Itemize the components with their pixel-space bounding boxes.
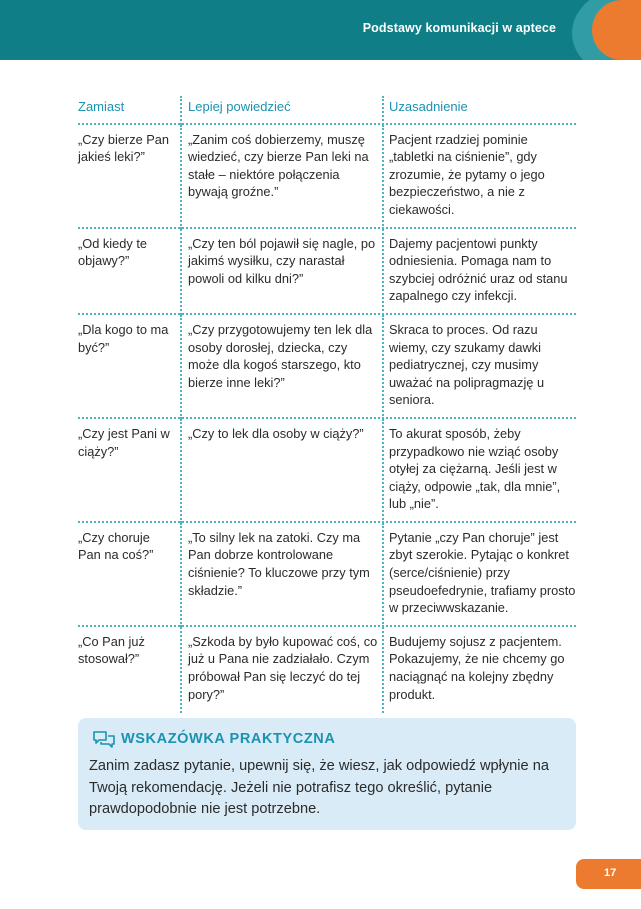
table-row [78,419,576,523]
page-number: 17 [604,867,617,879]
table-row [78,627,576,713]
cell-better: „Zanim coś dobierzemy, muszę wiedzieć, czy bierze Pan leki na stałe – niektóre połączenia bywają groźne.” [180,125,382,229]
speech-bubbles-icon [92,730,116,748]
header-title: Podstawy komunikacji w aptece [362,21,556,35]
practical-tip-box [78,718,576,830]
cell-instead: „Dla kogo to ma być?” [78,321,169,355]
table-row [78,315,576,419]
tip-title: WSKAZÓWKA PRAKTYCZNA [121,731,336,747]
table-header-row [78,96,576,125]
cell-better: „Czy przygotowujemy ten lek dla osoby dorosłej, dziecka, czy może dla kogoś starszego, kto bierze inne leki?” [180,315,382,419]
page-number-badge [576,859,641,889]
cell-instead: „Czy bierze Pan jakieś leki?” [78,131,170,165]
cell-reason: To akurat sposób, żeby przypadkowo nie wziąć osoby otyłej za ciężarną. Jeśli jest w ciąży, odpowie „tak, dla mnie”, lub „nie”. [382,419,576,523]
column-header-instead: Zamiast [78,99,125,114]
page-header [0,0,641,60]
table-row [78,125,576,229]
column-header-reason: Uzasadnienie [382,96,576,125]
cell-reason: Dajemy pacjentowi punkty odniesienia. Pomaga nam to szybciej odróżnić uraz od stanu zapalnego czy infekcji. [382,229,576,315]
table-row [78,523,576,627]
tip-heading [92,730,335,748]
comparison-table [78,96,576,713]
cell-better: „Czy to lek dla osoby w ciąży?” [180,419,382,523]
cell-reason: Pacjent rzadziej pominie „tabletki na ciśnienie”, gdy zrozumie, że pytamy o jego bezpieczeństwo, a nie z ciekawości. [382,125,576,229]
cell-reason: Skraca to proces. Od razu wiemy, czy szukamy dawki pediatrycznej, czy musimy uważać na polipragmazję u seniora. [382,315,576,419]
cell-better: „Czy ten ból pojawił się nagle, po jakimś wysiłku, czy narastał powoli od kilku dni?” [180,229,382,315]
cell-better: „To silny lek na zatoki. Czy ma Pan dobrze kontrolowane ciśnienie? To kluczowe przy tym składzie.” [180,523,382,627]
cell-better: „Szkoda by było kupować coś, co już u Pana nie zadziałało. Czym próbował Pan się leczyć do tej pory?” [180,627,382,713]
table-row [78,229,576,315]
cell-instead: „Co Pan już stosował?” [78,633,145,667]
cell-instead: „Czy jest Pani w ciąży?” [78,425,170,459]
cell-instead: „Od kiedy te objawy?” [78,235,147,269]
cell-reason: Pytanie „czy Pan choruje” jest zbyt szerokie. Pytając o konkret (serce/ciśnienie) przy pseudoefedrynie, trafiamy prosto w przeciwwskazanie. [382,523,576,627]
cell-instead: „Czy choruje Pan na coś?” [78,529,154,563]
cell-reason: Budujemy sojusz z pacjentem. Pokazujemy, że nie chcemy go naciągnąć na kolejny zbędny produkt. [382,627,576,713]
column-header-better: Lepiej powiedzieć [180,96,382,125]
tip-text: Zanim zadasz pytanie, upewnij się, że wiesz, jak odpowiedź wpłynie na Twoją rekomendację. Jeżeli nie potrafisz tego określić, pytanie prawdopodobnie nie jest potrzebne. [89,758,549,817]
